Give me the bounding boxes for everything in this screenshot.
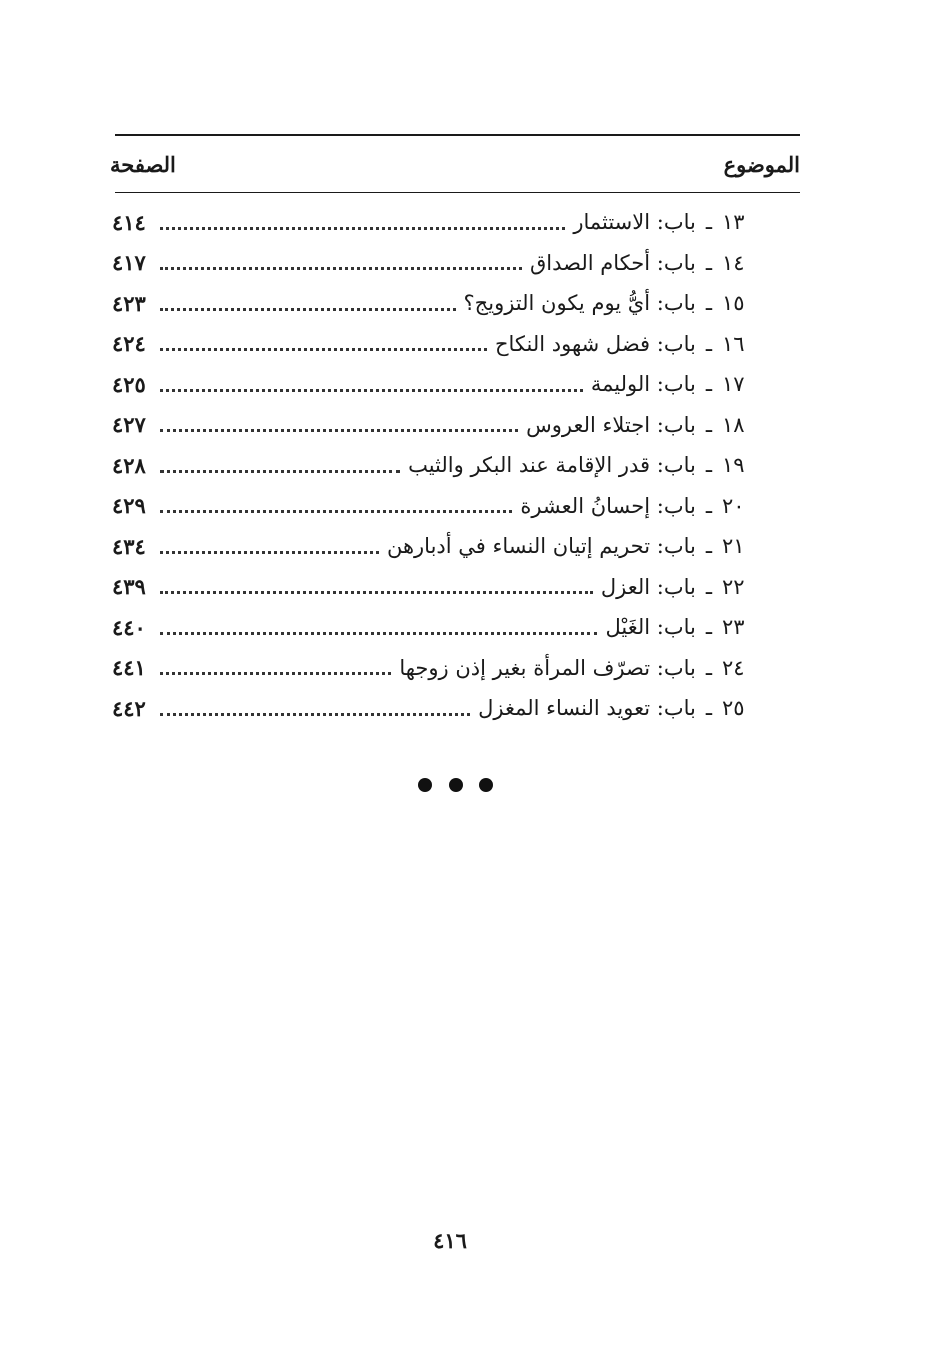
leader-dots [160,389,583,392]
entry-number: ٢٣ [722,615,745,640]
entry-number: ١٦ [722,331,745,356]
entry-page-number: ٤٤٢ [112,695,146,721]
entry-title: باب: العزل [600,574,696,599]
entry-page-number: ٤٤٠ [112,614,146,640]
entry-page-number: ٤٢٩ [112,493,146,519]
entry-dash: ـ [705,493,712,518]
entry-dash: ـ [705,655,712,680]
entry-number: ١٤ [722,250,745,275]
entry-number: ٢٥ [722,696,745,721]
ornament-dot [418,778,432,792]
table-of-contents [112,202,752,729]
entry-page-number: ٤١٧ [112,250,146,276]
entry-title: باب: تحريم إتيان النساء في أدبارهن [386,534,696,559]
toc-entry [112,486,752,527]
entry-title: باب: تصرّف المرأة بغير إذن زوجها [399,655,696,680]
top-rule [115,134,800,136]
toc-entry [112,688,752,729]
leader-dots [160,591,593,594]
entry-dash: ـ [705,412,712,437]
toc-entry [112,607,752,648]
leader-dots [160,713,470,716]
toc-entry [112,283,752,324]
entry-page-number: ٤٢٣ [112,290,146,316]
ornament-dot [449,778,463,792]
entry-title: باب: الوليمة [590,372,696,397]
entry-page-number: ٤١٤ [112,209,146,235]
entry-number: ١٥ [722,291,745,316]
entry-number: ٢٤ [722,655,745,680]
entry-page-number: ٤٤١ [112,655,146,681]
toc-entry [112,364,752,405]
entry-number: ٢٠ [722,493,745,518]
entry-title: باب: الاستثمار [573,210,696,235]
entry-dash: ـ [705,291,712,316]
leader-dots [160,632,597,635]
topic-column-label: الموضوع [723,151,800,177]
entry-dash: ـ [705,250,712,275]
entry-page-number: ٤٣٩ [112,574,146,600]
entry-page-number: ٤٢٨ [112,452,146,478]
entry-title: باب: اجتلاء العروس [526,412,696,437]
entry-title: باب: تعويد النساء المغزل [478,696,696,721]
leader-dots [160,348,487,351]
page-column-label: الصفحة [110,151,176,177]
entry-title: باب: إحسانُ العشرة [520,493,696,518]
entry-page-number: ٤٢٧ [112,412,146,438]
entry-page-number: ٤٢٤ [112,331,146,357]
entry-dash: ـ [705,696,712,721]
leader-dots [160,510,512,513]
leader-dots [160,470,400,473]
page-number: ٤١٦ [433,1228,467,1253]
leader-dots [160,429,518,432]
toc-entry [112,324,752,365]
entry-number: ١٨ [722,412,745,437]
entry-title: باب: قدر الإقامة عند البكر والثيب [408,453,696,478]
entry-title: باب: فضل شهود النكاح [494,331,696,356]
toc-entry [112,445,752,486]
entry-title: باب: أحكام الصداق [529,250,696,275]
section-end-ornament [418,776,493,794]
leader-dots [160,672,391,675]
entry-number: ٢١ [722,534,745,559]
entry-dash: ـ [705,331,712,356]
entry-title: باب: الغَيْل [605,615,696,640]
entry-page-number: ٤٣٤ [112,533,146,559]
entry-number: ١٣ [722,210,745,235]
leader-dots [160,227,565,230]
toc-entry [112,202,752,243]
entry-number: ٢٢ [722,574,745,599]
ornament-dot [479,778,493,792]
toc-entry [112,243,752,284]
entry-dash: ـ [705,453,712,478]
entry-dash: ـ [705,210,712,235]
header-rule [115,192,800,193]
entry-title: باب: أيُّ يوم يكون التزويج؟ [463,291,696,316]
entry-dash: ـ [705,372,712,397]
toc-header [110,144,800,184]
entry-dash: ـ [705,615,712,640]
toc-entry [112,405,752,446]
leader-dots [160,267,522,270]
entry-dash: ـ [705,534,712,559]
toc-entry [112,648,752,689]
entry-dash: ـ [705,574,712,599]
toc-entry [112,567,752,608]
entry-number: ١٩ [722,453,745,478]
entry-number: ١٧ [722,372,745,397]
entry-page-number: ٤٢٥ [112,371,146,397]
leader-dots [160,551,379,554]
toc-entry [112,526,752,567]
leader-dots [160,308,456,311]
